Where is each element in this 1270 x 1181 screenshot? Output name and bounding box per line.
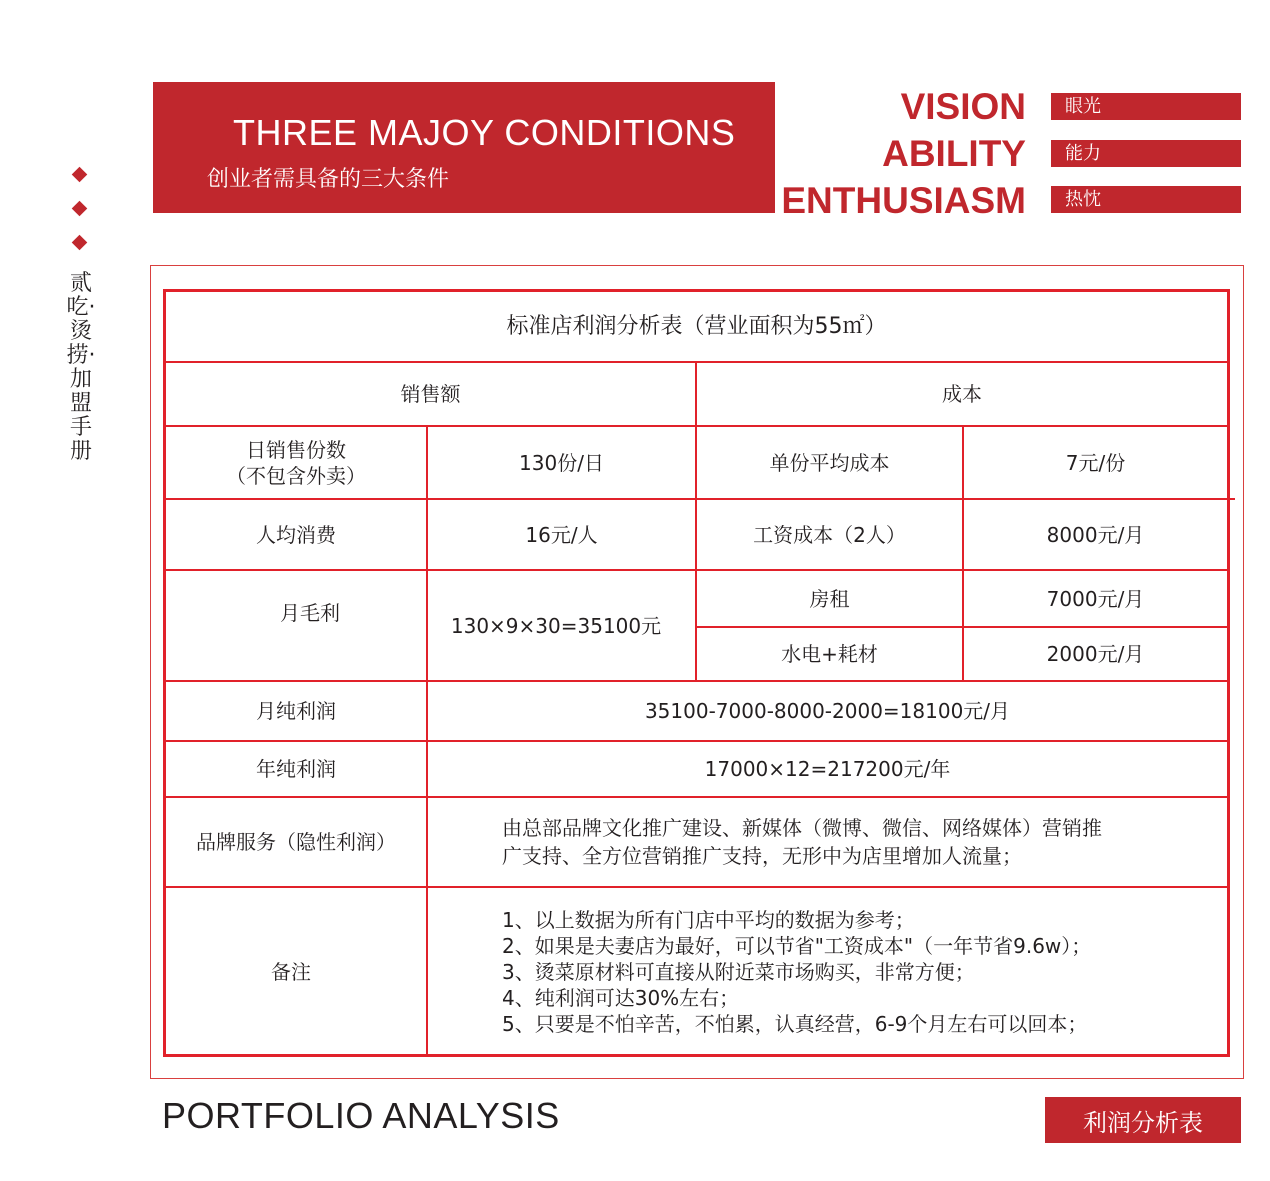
daily-sales-label: 日销售份数 （不包含外卖） bbox=[226, 437, 366, 488]
side-vertical-title: 贰吃·烫捞·加盟手册 bbox=[66, 271, 96, 464]
keyword-enthusiasm-tag: 热忱 bbox=[1051, 186, 1241, 213]
header-subtitle: 创业者需具备的三大条件 bbox=[207, 167, 450, 192]
diamond-icon bbox=[72, 167, 88, 183]
keyword-vision: VISION bbox=[900, 86, 1026, 127]
diamond-icon bbox=[72, 235, 88, 251]
rent-label: 房租 bbox=[809, 586, 850, 611]
keyword-vision-tag: 眼光 bbox=[1051, 93, 1241, 120]
gross-profit-value: 130×9×30=35100元 bbox=[450, 613, 662, 638]
brand-service-label: 品牌服务（隐性利润） bbox=[196, 830, 396, 854]
keyword-ability: ABILITY bbox=[882, 133, 1026, 174]
unit-cost-value: 7元/份 bbox=[1065, 450, 1126, 475]
notes-value: 1、以上数据为所有门店中平均的数据为参考； 2、如果是夫妻店为最好，可以节省"工资成本"（一年节省9.6w）； 3、烫菜原材料可直接从附近菜市场购买，非常方便； 4、纯利润可达30%左右； 5、只要是不怕辛苦，不怕累，认真经营，6-9个月左右可以回本； bbox=[502, 907, 1092, 1036]
yearly-net-profit-label: 年纯利润 bbox=[256, 757, 336, 781]
table-title: 标准店利润分析表（营业面积为55㎡） bbox=[506, 313, 887, 339]
keyword-ability-tag: 能力 bbox=[1051, 140, 1241, 167]
wage-cost-value: 8000元/月 bbox=[1046, 522, 1145, 547]
notes-label: 备注 bbox=[271, 959, 311, 984]
monthly-net-profit-value: 35100-7000-8000-2000=18100元/月 bbox=[644, 699, 1011, 723]
brand-service-value: 由总部品牌文化推广建设、新媒体（微博、微信、网络媒体）营销推 广支持、全方位营销推广支持，无形中为店里增加人流量； bbox=[502, 816, 1102, 868]
column-header-sales: 销售额 bbox=[400, 382, 461, 406]
gross-profit-label: 月毛利 bbox=[280, 601, 340, 625]
footer-tag: 利润分析表 bbox=[1045, 1097, 1241, 1143]
daily-sales-value: 130份/日 bbox=[519, 450, 604, 475]
header-banner bbox=[153, 82, 775, 213]
utility-value: 2000元/月 bbox=[1046, 642, 1145, 666]
wage-cost-label: 工资成本（2人） bbox=[753, 522, 906, 547]
column-header-cost: 成本 bbox=[942, 382, 982, 406]
yearly-net-profit-value: 17000×12=217200元/年 bbox=[704, 757, 951, 781]
unit-cost-label: 单份平均成本 bbox=[769, 450, 890, 475]
keyword-enthusiasm: ENTHUSIASM bbox=[781, 180, 1026, 221]
footer-title: PORTFOLIO ANALYSIS bbox=[162, 1095, 560, 1136]
header-title: THREE MAJOY CONDITIONS bbox=[233, 112, 736, 153]
utility-label: 水电+耗材 bbox=[781, 642, 878, 666]
per-capita-value: 16元/人 bbox=[525, 522, 598, 547]
diamond-icon bbox=[72, 201, 88, 217]
monthly-net-profit-label: 月纯利润 bbox=[256, 699, 336, 723]
per-capita-label: 人均消费 bbox=[256, 522, 336, 547]
rent-value: 7000元/月 bbox=[1046, 586, 1145, 611]
